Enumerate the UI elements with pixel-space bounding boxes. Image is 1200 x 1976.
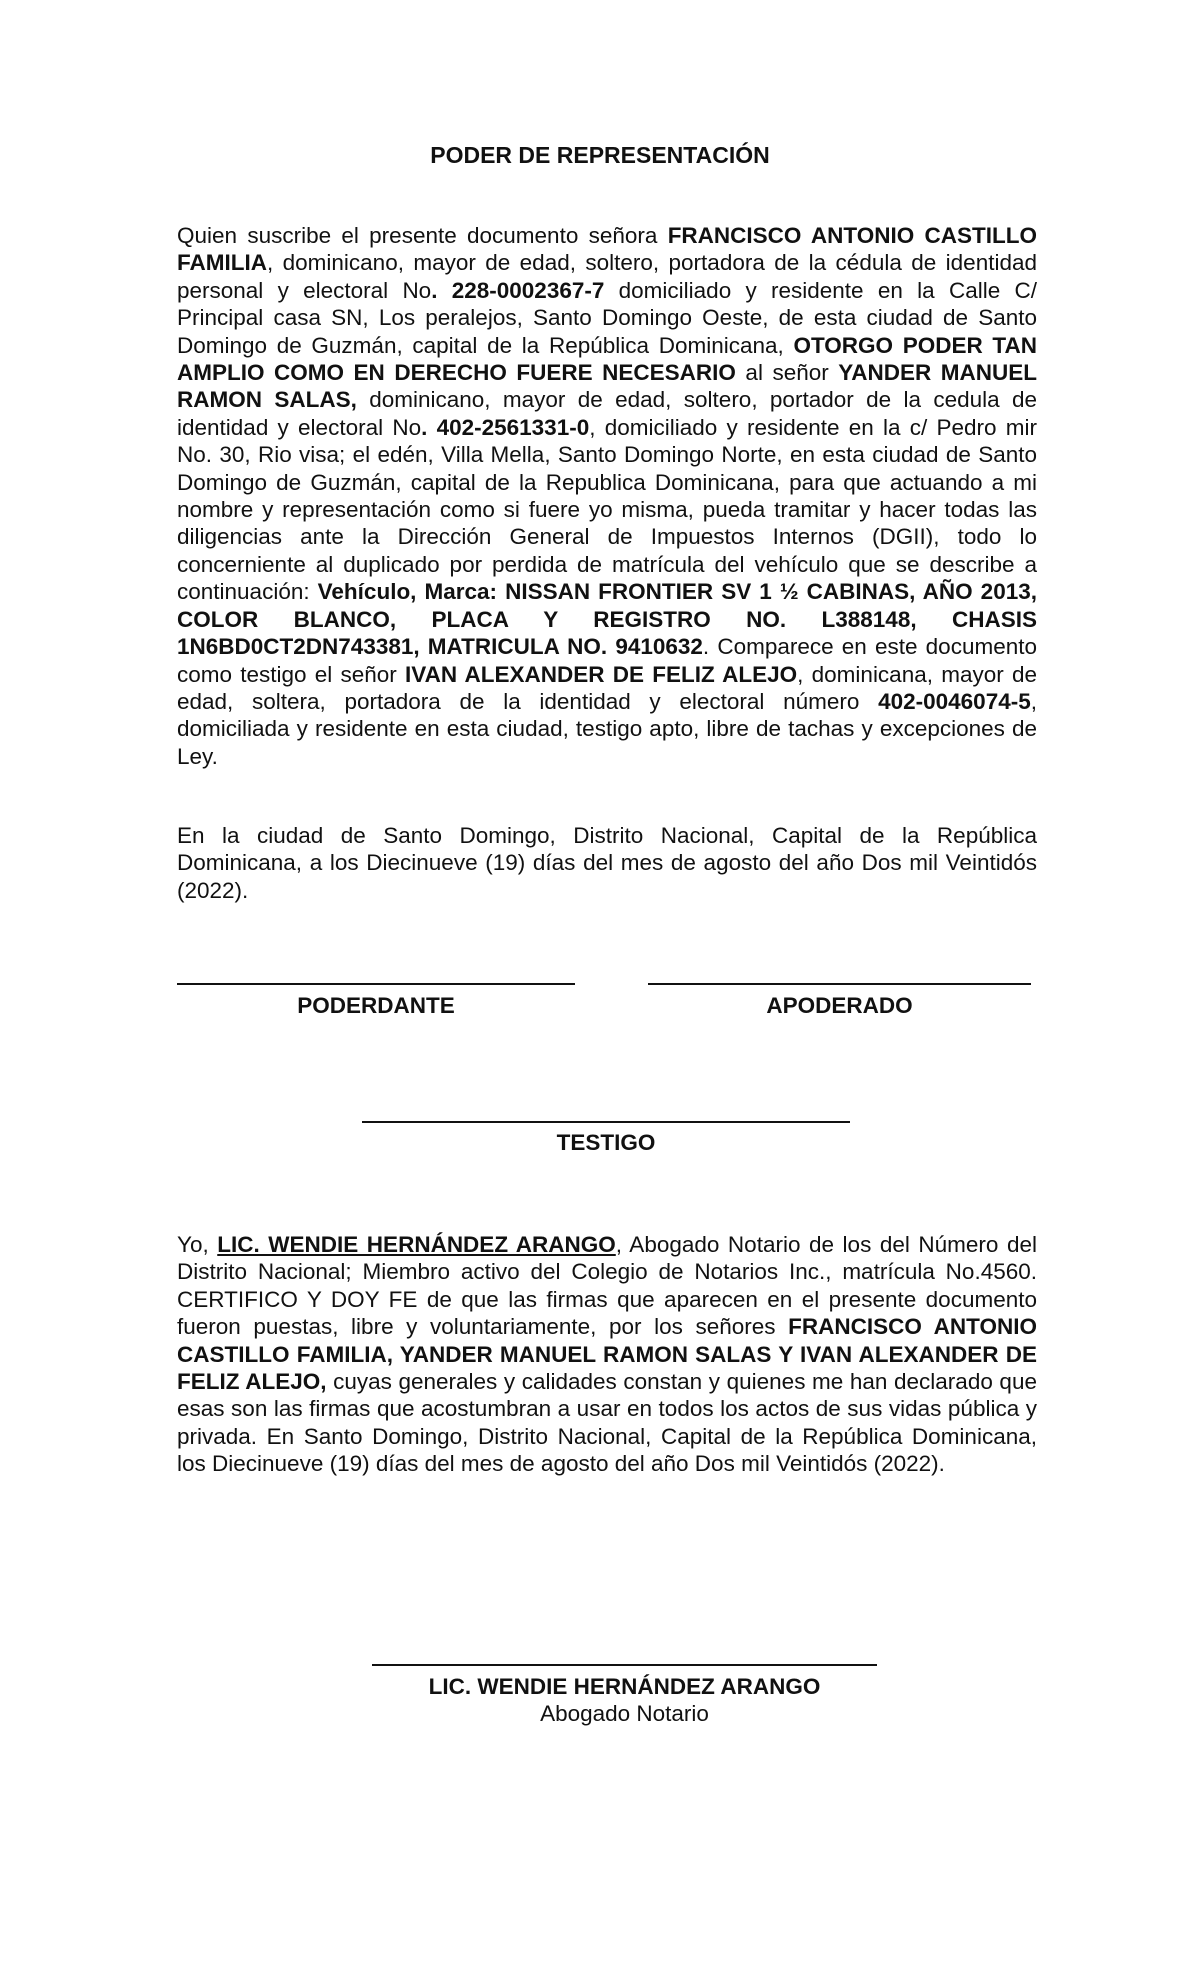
- text-segment: cuyas generales y calidades constan y quienes me han declarado que esas son las firmas que acostumbran a usar en todos los actos de sus vidas pública y privada. En Santo Domingo, Distrito Nacional, Capital de la República Dominicana, los Diecinueve (19) días del mes de agosto del año Dos mil Veintidós (2022).: [177, 1369, 1037, 1477]
- document-title: PODER DE REPRESENTACIÓN: [430, 142, 770, 168]
- notary-certification-paragraph: [177, 1231, 1037, 1478]
- bold-text-segment: 402-0046074-5: [878, 688, 1031, 714]
- text-segment: , domiciliada y residente en esta ciudad, testigo apto, libre de tachas y excepciones de Ley.: [177, 688, 1037, 769]
- notary-signature-line: [372, 1664, 877, 1666]
- text-segment: dominicano, mayor de edad, soltero, portador de la cedula de identidad y electoral No: [177, 387, 1038, 440]
- text-segment: al señor: [735, 360, 839, 386]
- date-paragraph: En la ciudad de Santo Domingo, Distrito Nacional, Capital de la República Dominicana, a los Diecinueve (19) días del mes de agosto del año Dos mil Veintidós (2022).: [177, 823, 1037, 903]
- text-segment: , Abogado Notario de los del Número del Distrito Nacional; Miembro activo del Colegio de Notarios Inc., matrícula No.4560. CERTIFICO Y DOY FE de que las firmas que aparecen en el presente documento fueron puestas, libre y voluntariamente, por los señores: [177, 1232, 1037, 1340]
- bold-text-segment: IVAN ALEXANDER DE FELIZ ALEJO: [405, 661, 798, 687]
- notary-role: Abogado Notario: [540, 1701, 709, 1726]
- bold-text-segment: LIC. WENDIE HERNÁNDEZ ARANGO: [217, 1232, 616, 1257]
- notary-name: LIC. WENDIE HERNÁNDEZ ARANGO: [428, 1674, 821, 1699]
- power-of-attorney-paragraph: [177, 222, 1037, 770]
- bold-text-segment: OTORGO PODER TAN AMPLIO COMO EN DERECHO FUERE NECESARIO: [177, 332, 1037, 386]
- poderdante-signature-line: [177, 983, 575, 985]
- bold-text-segment: FRANCISCO ANTONIO CASTILLO FAMILIA, YANDER MANUEL RAMON SALAS Y IVAN ALEXANDER DE FELIZ ALEJO,: [177, 1314, 1037, 1395]
- bold-text-segment: . 228-0002367-7: [431, 277, 605, 303]
- bold-text-segment: Vehículo, Marca: NISSAN FRONTIER SV 1 ½ CABINAS, AÑO 2013, COLOR BLANCO, PLACA Y REGISTRO NO. L388148, CHASIS 1N6BD0CT2DN743381, MATRICULA NO. 9410632: [177, 579, 1037, 660]
- bold-text-segment: . 402-2561331-0: [421, 414, 590, 440]
- bold-text-segment: YANDER MANUEL RAMON SALAS,: [177, 360, 1037, 413]
- text-segment: , dominicano, mayor de edad, soltero, portadora de la cédula de identidad personal y electoral No: [177, 250, 1037, 303]
- testigo-signature-line: [362, 1121, 850, 1123]
- text-segment: . Comparece en este documento como testigo el señor: [177, 634, 1037, 687]
- text-segment: , domiciliado y residente en la c/ Pedro mir No. 30, Rio visa; el edén, Villa Mella, Santo Domingo Norte, en esta ciudad de Santo Domingo de Guzmán, capital de la Republica Dominicana, para que actuando a mi nombre y representación como si fuere yo misma, pueda tramitar y hacer todas las diligencias ante la Dirección General de Impuestos Internos (DGII), todo lo concerniente al duplicado por perdida de matrícula del vehículo que se describe a continuación:: [177, 414, 1038, 605]
- text-segment: , dominicana, mayor de edad, soltera, portadora de la identidad y electoral número: [177, 661, 1037, 714]
- apoderado-label: APODERADO: [766, 993, 913, 1018]
- bold-text-segment: FRANCISCO ANTONIO CASTILLO FAMILIA: [177, 223, 1037, 276]
- text-segment: Quien suscribe el presente documento señora: [177, 223, 668, 248]
- text-segment: domiciliado y residente en la Calle C/ Principal casa SN, Los peralejos, Santo Domingo Oeste, de esta ciudad de Santo Domingo de Guzmán, capital de la República Dominicana,: [177, 277, 1037, 358]
- apoderado-signature-line: [648, 983, 1031, 985]
- text-segment: Yo,: [177, 1232, 218, 1257]
- poderdante-label: PODERDANTE: [297, 993, 455, 1018]
- testigo-label: TESTIGO: [556, 1130, 656, 1155]
